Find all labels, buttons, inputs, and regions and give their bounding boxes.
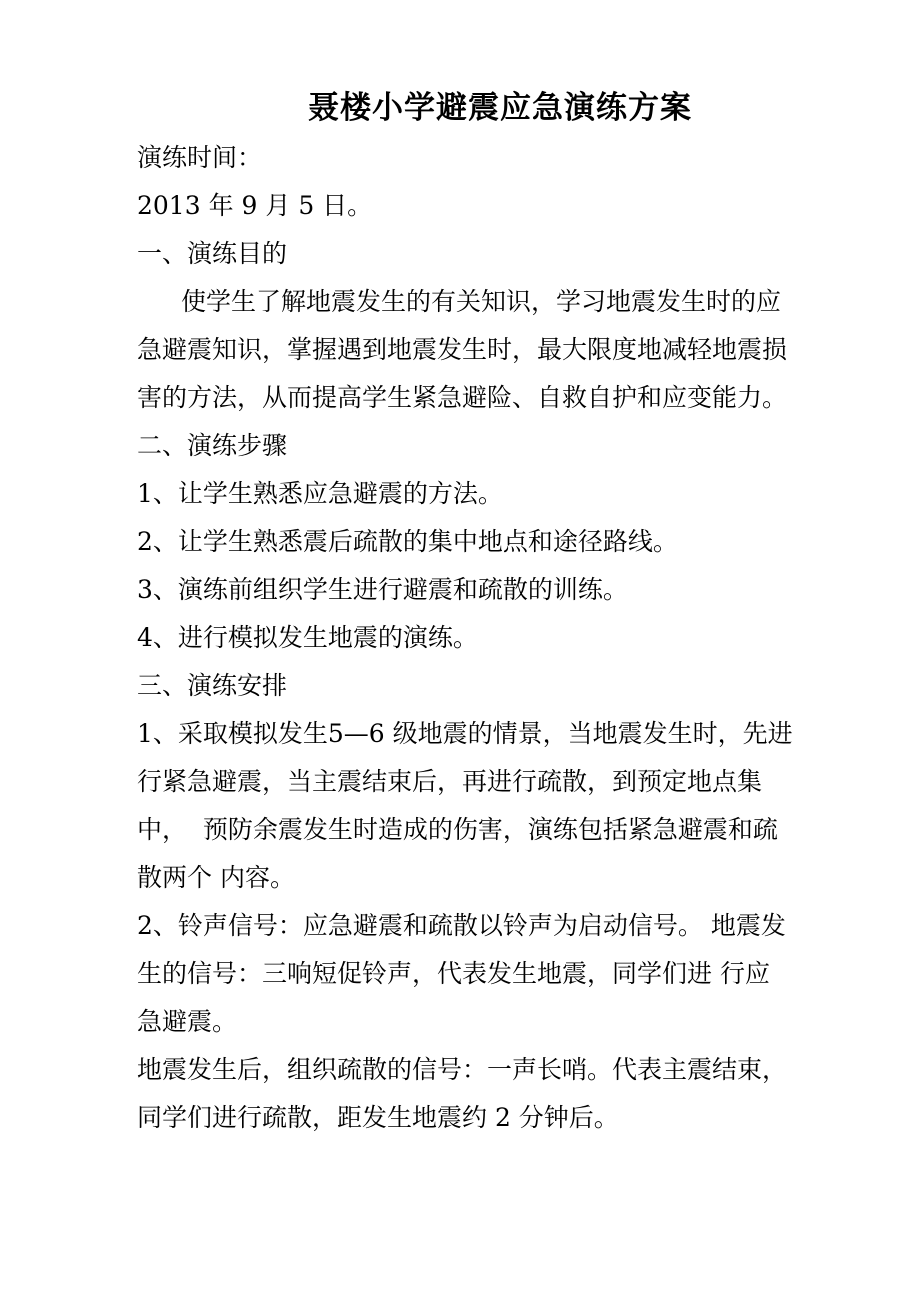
text-line: 急避震。: [137, 1007, 238, 1036]
text-line: 生的信号：三响短促铃声，代表发生地震，同学们进 行应: [137, 959, 770, 988]
section-heading: 二、演练步骤: [137, 431, 288, 460]
text-line: 急避震知识，掌握遇到地震发生时，最大限度地减轻地震损: [137, 335, 788, 364]
text-line: 2、铃声信号：应急避震和疏散以铃声为启动信号。 地震发: [137, 911, 786, 940]
document-title: 聂楼小学避震应急演练方案: [308, 90, 692, 126]
text-line: 行紧急避震，当主震结束后，再进行疏散，到预定地点集: [137, 767, 763, 796]
text-line: 3、演练前组织学生进行避震和疏散的训练。: [137, 575, 628, 604]
section-heading: 三、演练安排: [137, 671, 288, 700]
text-line: 地震发生后，组织疏散的信号：一声长哨。代表主震结束，: [137, 1055, 788, 1084]
text-line: 2、让学生熟悉震后疏散的集中地点和途径路线。: [137, 527, 678, 556]
text-line: 使学生了解地震发生的有关知识，学习地震发生时的应: [181, 287, 782, 316]
text-line: 1、采取模拟发生5—6 级地震的情景，当地震发生时，先进: [137, 719, 793, 748]
text-line: 演练时间：: [137, 143, 263, 172]
text-line: 散两个 内容。: [137, 863, 295, 892]
section-heading: 一、演练目的: [137, 239, 288, 268]
text-line: 同学们进行疏散，距发生地震约 2 分钟后。: [137, 1103, 619, 1132]
text-line: 害的方法，从而提高学生紧急避险、自救自护和应变能力。: [137, 383, 788, 412]
text-line: 1、让学生熟悉应急避震的方法。: [137, 479, 503, 508]
text-line: 2013 年 9 月 5 日。: [137, 191, 373, 220]
text-line: 中， 预防余震发生时造成的伤害，演练包括紧急避震和疏: [137, 815, 778, 844]
document-body: [137, 134, 867, 1142]
text-line: 4、进行模拟发生地震的演练。: [137, 623, 478, 652]
